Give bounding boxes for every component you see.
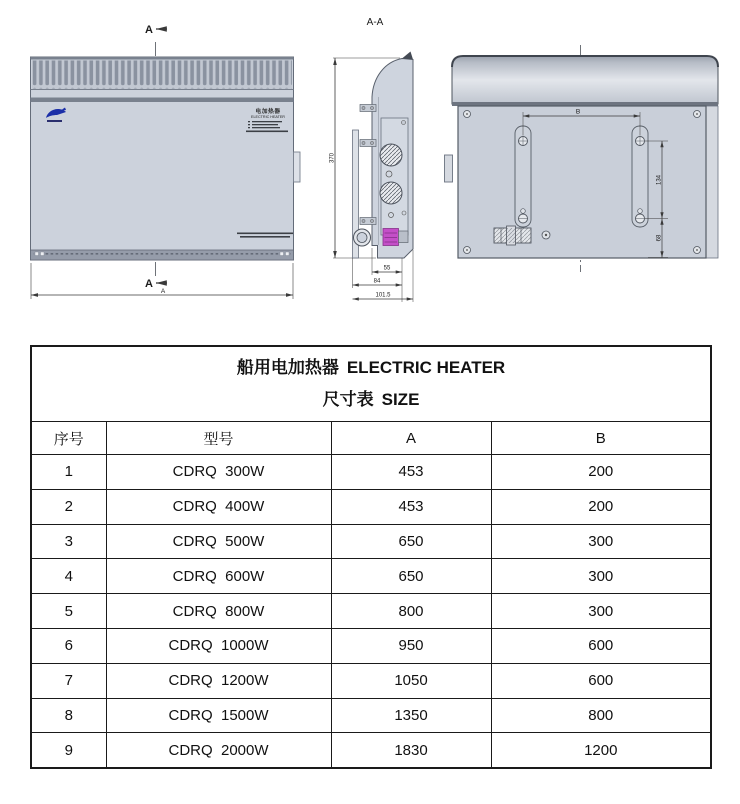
dim-height-label: 370 — [329, 152, 336, 164]
section-view-title: A-A — [366, 17, 384, 28]
cell-b: 300 — [491, 559, 711, 594]
cell-b: 600 — [491, 663, 711, 698]
profile-top-nub — [402, 52, 413, 60]
thermostat-knob — [380, 144, 402, 166]
cable-gland-back — [494, 226, 531, 245]
box-screw-top — [402, 121, 406, 125]
section-marker-top-label: A — [145, 24, 153, 36]
cell-a: 453 — [331, 489, 491, 524]
cell-no: 3 — [31, 524, 106, 559]
back-view — [445, 45, 719, 272]
cell-b: 300 — [491, 594, 711, 629]
back-left-tab — [445, 155, 453, 182]
cell-b: 200 — [491, 489, 711, 524]
dim-134-label: 134 — [656, 174, 663, 186]
cell-no: 8 — [31, 698, 106, 733]
table-row — [31, 594, 711, 629]
cell-b: 600 — [491, 628, 711, 663]
table-row — [31, 455, 711, 490]
cell-a: 1050 — [331, 663, 491, 698]
table-header-row — [31, 422, 711, 455]
cell-b: 800 — [491, 698, 711, 733]
cell-a: 1830 — [331, 733, 491, 768]
front-divider-band — [31, 98, 294, 103]
cell-model: CDRQ 1000W — [106, 628, 331, 663]
table-title — [31, 346, 711, 422]
dim-68-label: 68 — [656, 234, 663, 242]
cell-no: 5 — [31, 594, 106, 629]
title-cn: 船用电加热器 — [236, 357, 339, 377]
table-title-row — [31, 346, 711, 422]
cell-model: CDRQ 800W — [106, 594, 331, 629]
cell-b: 300 — [491, 524, 711, 559]
table-row — [31, 559, 711, 594]
title-en: ELECTRIC HEATER — [346, 357, 506, 377]
cable-gland-side — [354, 229, 371, 246]
cell-a: 800 — [331, 594, 491, 629]
cell-model: CDRQ 2000W — [106, 733, 331, 768]
dim-width-label: A — [160, 288, 166, 295]
table-row — [31, 628, 711, 663]
dim-B-label: B — [575, 108, 581, 116]
cell-model: CDRQ 500W — [106, 524, 331, 559]
cell-b: 200 — [491, 455, 711, 490]
table-row — [31, 663, 711, 698]
col-header-a: A — [331, 422, 491, 455]
dim-84-label: 84 — [373, 278, 381, 285]
mount-bracket-left — [515, 126, 531, 227]
subtitle-cn: 尺寸表 — [322, 390, 374, 409]
section-marker-top — [145, 24, 167, 36]
cell-a: 453 — [331, 455, 491, 490]
cell-model: CDRQ 400W — [106, 489, 331, 524]
table-row — [31, 733, 711, 768]
front-top-edge — [31, 57, 294, 60]
cell-model: CDRQ 600W — [106, 559, 331, 594]
col-header-model: 型号 — [106, 422, 331, 455]
cell-model: CDRQ 1200W — [106, 663, 331, 698]
size-table — [30, 345, 712, 769]
drain-hole — [542, 231, 550, 239]
table-title-line2 — [32, 384, 710, 416]
cell-no: 7 — [31, 663, 106, 698]
cell-no: 1 — [31, 455, 106, 490]
back-right-strip — [706, 106, 718, 258]
cell-no: 4 — [31, 559, 106, 594]
device-label-cn: 电加热器 — [255, 109, 281, 115]
cell-a: 650 — [331, 524, 491, 559]
dim-101-label: 101.5 — [375, 292, 391, 299]
dim-width-A — [31, 263, 293, 299]
cell-model: CDRQ 1500W — [106, 698, 331, 733]
power-knob — [380, 182, 402, 204]
subtitle-en: SIZE — [381, 390, 420, 409]
size-table-body — [31, 455, 711, 769]
cell-model: CDRQ 300W — [106, 455, 331, 490]
cell-a: 950 — [331, 628, 491, 663]
table-row — [31, 524, 711, 559]
section-marker-bottom-label: A — [145, 278, 153, 290]
cell-a: 1350 — [331, 698, 491, 733]
table-title-line1 — [32, 352, 710, 384]
control-box — [381, 118, 408, 235]
cell-no: 9 — [31, 733, 106, 768]
cell-a: 650 — [331, 559, 491, 594]
section-view — [330, 17, 414, 302]
device-label-en: ELECTRIC HEATER — [251, 114, 285, 119]
back-top-cap — [452, 56, 718, 104]
col-header-b: B — [491, 422, 711, 455]
side-handle-tab — [294, 152, 301, 182]
table-row — [31, 698, 711, 733]
vent-grille-slots — [32, 61, 292, 89]
cell-no: 2 — [31, 489, 106, 524]
cell-b: 1200 — [491, 733, 711, 768]
cell-no: 6 — [31, 628, 106, 663]
front-view — [31, 24, 301, 299]
technical-drawings — [0, 0, 740, 340]
col-header-no: 序号 — [31, 422, 106, 455]
table-row — [31, 489, 711, 524]
dim-55-label: 55 — [383, 265, 391, 272]
bottom-strip-pattern — [33, 253, 291, 257]
